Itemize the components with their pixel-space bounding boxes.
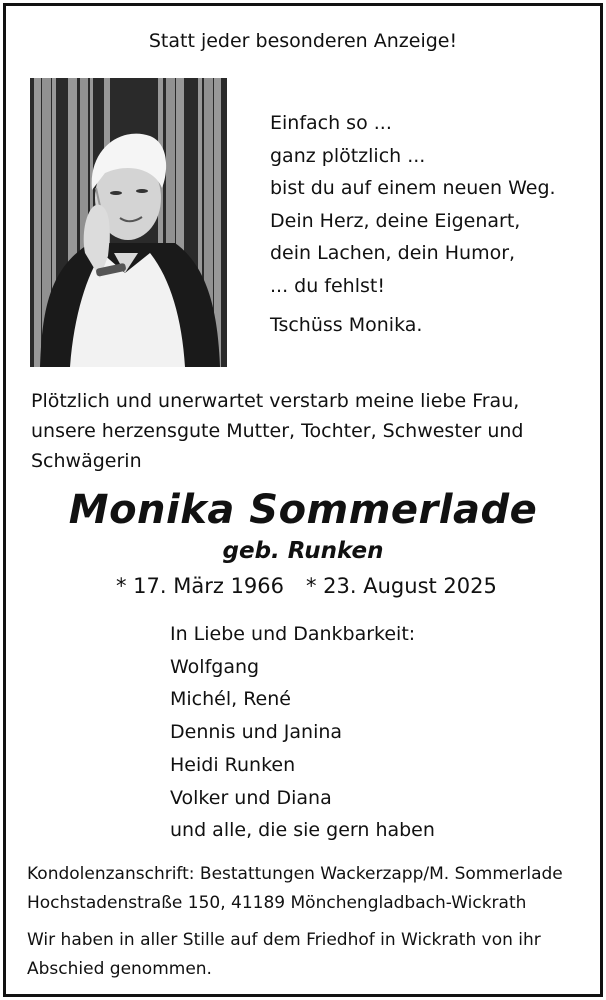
poem-line: ganz plötzlich ... [270,144,426,167]
mourner-name: Heidi Runken [170,753,296,776]
mourners-heading: In Liebe und Dankbarkeit: [170,623,416,645]
birth-date: * 17. März 1966 [116,574,285,598]
mourner-name: Michél, René [170,688,291,711]
closing-line: Wir haben in aller Stille auf dem Friedhof in Wickrath von ihr [27,930,541,950]
announcement-line: unsere herzensgute Mutter, Tochter, Schwester und [31,420,524,442]
condolence-line: Kondolenzanschrift: Bestattungen Wackerzapp/M. Sommerlade [27,864,563,884]
deceased-name: Monika Sommerlade [68,487,538,533]
poem-line: bist du auf einem neuen Weg. [270,177,556,199]
mourner-name: und alle, die sie gern haben [170,819,435,842]
death-date: * 23. August 2025 [306,574,497,598]
closing-line: Abschied genommen. [27,959,212,979]
closing-note [27,926,541,984]
announcement-line: Plötzlich und unerwartet verstarb meine liebe Frau, [31,390,520,412]
condolence-address [27,860,563,918]
farewell-line: Tschüss Monika. [270,314,423,336]
announcement-line: Schwägerin [31,450,142,472]
portrait-photo [30,78,227,367]
poem-line: Einfach so ... [270,112,392,134]
death-announcement [31,386,523,476]
mourners-list [170,618,435,847]
poem-line: Dein Herz, deine Eigenart, [270,209,521,232]
birth-name: geb. Runken [222,538,384,564]
condolence-line: Hochstadenstraße 150, 41189 Mönchengladbach-Wickrath [27,893,527,913]
mourner-name: Volker und Diana [170,786,332,809]
mourner-name: Dennis und Janina [170,721,343,744]
poem-line: dein Lachen, dein Humor, [270,242,516,264]
notice-header: Statt jeder besonderen Anzeige! [148,30,458,52]
poem-line: ... du fehlst! [270,274,385,297]
mourner-name: Wolfgang [170,655,260,678]
poem [270,107,556,302]
